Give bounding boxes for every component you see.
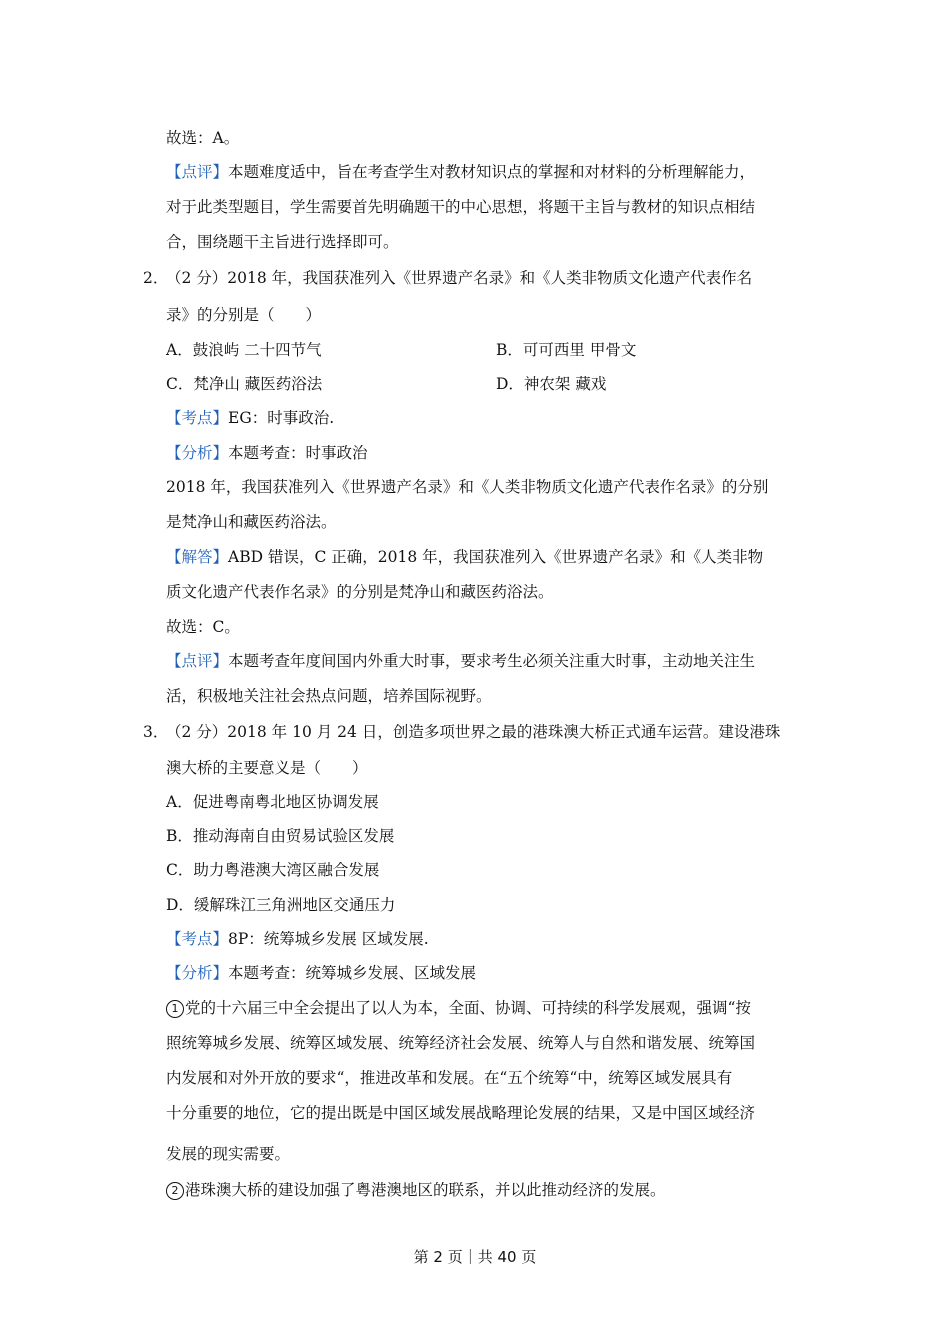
question-stem: （2 分）2018 年 10 月 24 日，创造多项世界之最的港珠澳大桥正式通车运营。建设港珠 (166, 723, 781, 741)
analysis-line: 十分重要的地位，它的提出既是中国区域发展战略理论发展的结果，又是中国区域经济 (166, 1104, 756, 1122)
question-stem: 澳大桥的主要意义是（ ） (166, 759, 368, 777)
analysis-line: 发展的现实需要。 (166, 1145, 291, 1163)
comment-tag: 【点评】 (166, 652, 229, 670)
option-c: C．助力粤港澳大湾区融合发展 (166, 861, 380, 879)
analysis-line: 是梵净山和藏医药浴法。 (166, 513, 337, 531)
option-a: A．促进粤南粤北地区协调发展 (166, 793, 379, 811)
kaodian-line: 【考点】8P：统筹城乡发展 区域发展. (166, 930, 429, 948)
circled-number-1: 1 (166, 1000, 184, 1018)
option-d: D．神农架 藏戏 (496, 375, 607, 393)
analysis-line: 内发展和对外开放的要求“，推进改革和发展。在“五个统筹“中，统筹区域发展具有 (166, 1069, 733, 1087)
answer-line: 【解答】ABD 错误，C 正确，2018 年，我国获准列入《世界遗产名录》和《人类非物 (166, 548, 764, 566)
jieda-tag: 【解答】 (166, 548, 229, 566)
comment-line: 【点评】本题考查年度间国内外重大时事，要求考生必须关注重大时事，主动地关注生 (166, 652, 756, 670)
fenxi-line: 【分析】本题考查：统筹城乡发展、区域发展 (166, 964, 477, 982)
answer-line: 质文化遗产代表作名录》的分别是梵净山和藏医药浴法。 (166, 583, 554, 601)
question-stem: 录》的分别是（ ） (166, 306, 322, 324)
comment-line: 合，围绕题干主旨进行选择即可。 (166, 233, 399, 251)
answer-choice-line: 故选：A。 (166, 129, 240, 147)
comment-line: 【点评】本题难度适中，旨在考查学生对教材知识点的掌握和对材料的分析理解能力， (166, 163, 756, 181)
comment-tag: 【点评】 (166, 163, 229, 181)
option-a: A．鼓浪屿 二十四节气 (166, 341, 322, 359)
option-d: D．缓解珠江三角洲地区交通压力 (166, 896, 396, 914)
analysis-paragraph-1: 1 党的十六届三中全会提出了以人为本，全面、协调、可持续的科学发展观，强调“按 (166, 998, 751, 1018)
question-number: 2． (143, 269, 169, 287)
circled-number-2: 2 (166, 1182, 184, 1200)
analysis-paragraph-2: 2 港珠澳大桥的建设加强了粤港澳地区的联系，并以此推动经济的发展。 (166, 1180, 666, 1200)
analysis-line: 2018 年，我国获准列入《世界遗产名录》和《人类非物质文化遗产代表作名录》的分别 (166, 478, 769, 496)
analysis-line: 照统筹城乡发展、统筹区域发展、统筹经济社会发展、统筹人与自然和谐发展、统筹国 (166, 1034, 756, 1052)
kaodian-tag: 【考点】 (166, 409, 229, 427)
fenxi-tag: 【分析】 (166, 964, 229, 982)
fenxi-line: 【分析】本题考查：时事政治 (166, 444, 368, 462)
question-number: 3． (143, 723, 169, 741)
kaodian-tag: 【考点】 (166, 930, 229, 948)
comment-line: 对于此类型题目，学生需要首先明确题干的中心思想，将题干主旨与教材的知识点相结 (166, 198, 756, 216)
option-b: B．推动海南自由贸易试验区发展 (166, 827, 395, 845)
option-c: C．梵净山 藏医药浴法 (166, 375, 323, 393)
answer-choice-line: 故选：C。 (166, 618, 240, 636)
comment-line: 活，积极地关注社会热点问题，培养国际视野。 (166, 687, 492, 705)
fenxi-tag: 【分析】 (166, 444, 229, 462)
page-footer: 第 2 页｜共 40 页 (413, 1248, 537, 1266)
question-stem: （2 分）2018 年，我国获准列入《世界遗产名录》和《人类非物质文化遗产代表作名 (166, 269, 753, 287)
option-b: B．可可西里 甲骨文 (496, 341, 637, 359)
kaodian-line: 【考点】EG：时事政治. (166, 409, 335, 427)
